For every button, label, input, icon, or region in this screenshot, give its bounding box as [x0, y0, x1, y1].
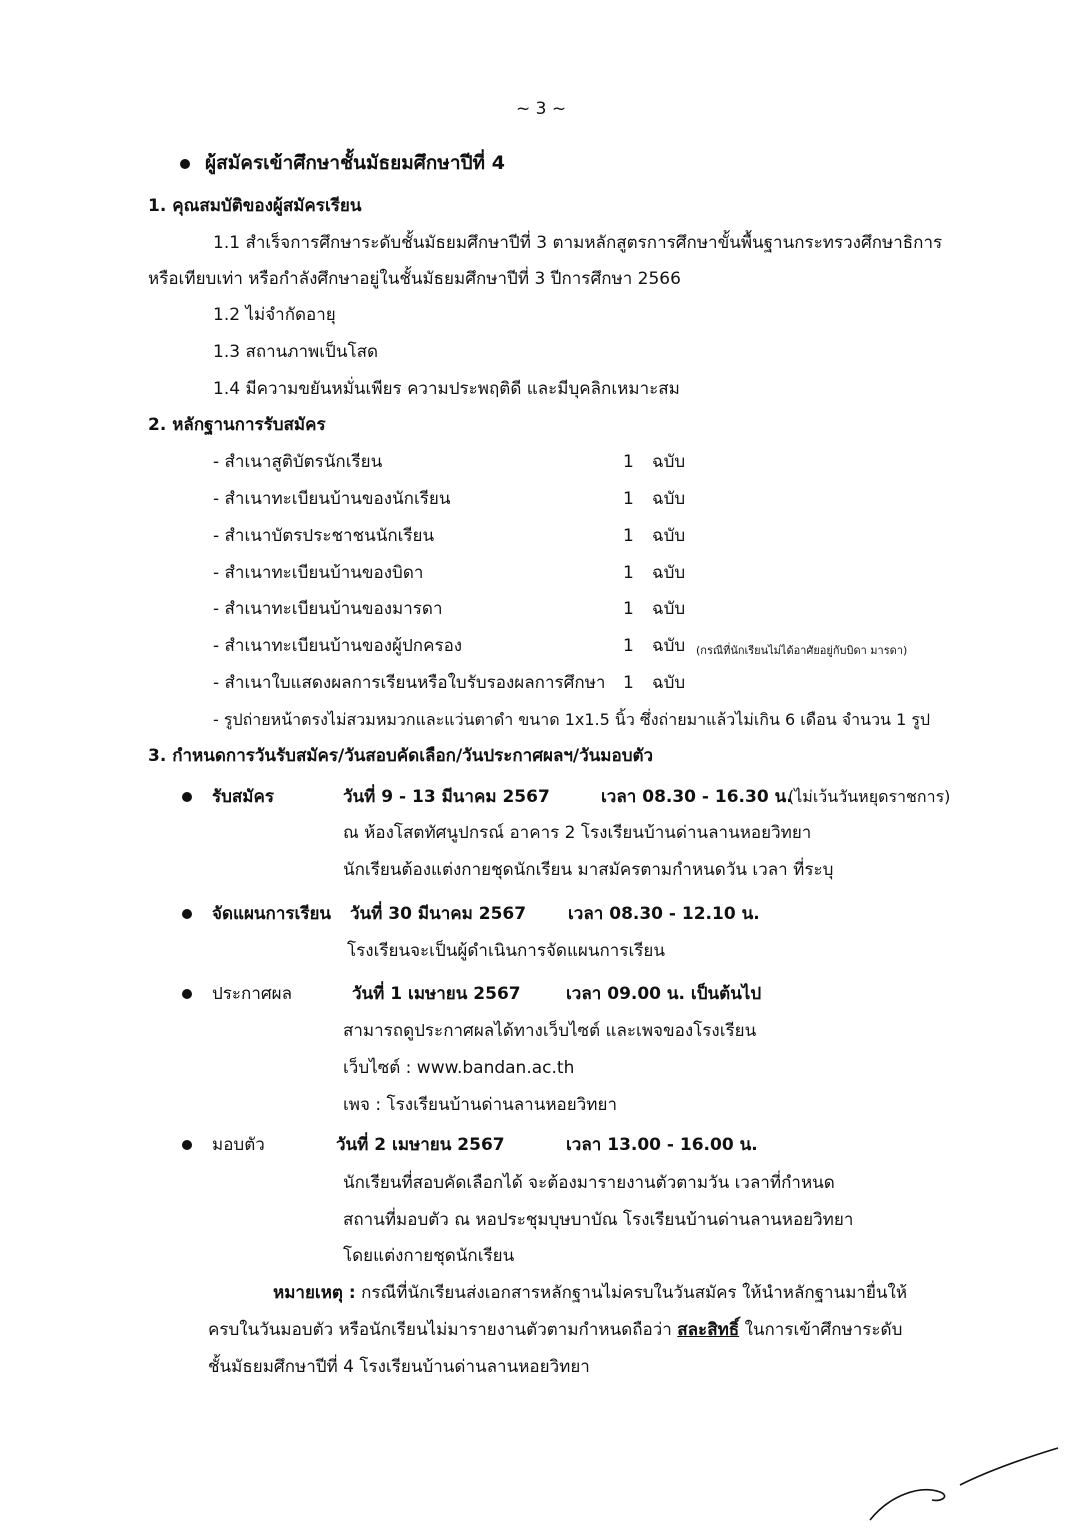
document-qty: 1	[623, 489, 634, 509]
event-detail: สถานที่มอบตัว ณ หอประชุมบุษบาบัณ โรงเรียนบ้านด่านลานหอยวิทยา	[343, 1210, 854, 1230]
event-label: จัดแผนการเรียน	[212, 904, 332, 924]
event-detail: เพจ : โรงเรียนบ้านด่านลานหอยวิทยา	[343, 1095, 617, 1115]
event-label: มอบตัว	[212, 1135, 265, 1155]
document-qty: 1	[623, 673, 634, 693]
section1-item1-line2: หรือเทียบเท่า หรือกำลังศึกษาอยู่ในชั้นมัธยมศึกษาปีที่ 3 ปีการศึกษา 2566	[148, 269, 681, 289]
document-name: - สำเนาบัตรประชาชนนักเรียน	[213, 526, 435, 546]
event-detail: เว็บไซต์ : www.bandan.ac.th	[343, 1058, 575, 1078]
event-time: เวลา 09.00 น. เป็นต้นไป	[566, 984, 762, 1004]
document-unit: ฉบับ	[652, 636, 686, 656]
section1-item3: 1.3 สถานภาพเป็นโสด	[213, 342, 379, 362]
bullet-icon	[182, 1140, 192, 1150]
section2-title: 2. หลักฐานการรับสมัคร	[148, 415, 326, 435]
document-qty: 1	[623, 599, 634, 619]
document-qty: 1	[623, 636, 634, 656]
section1-item4: 1.4 มีความขยันหมั่นเพียร ความประพฤติดี และมีบุคลิกเหมาะสม	[213, 379, 680, 399]
remark-line1	[273, 1282, 907, 1304]
section1-item2: 1.2 ไม่จำกัดอายุ	[213, 305, 336, 325]
remark-line3: ชั้นมัธยมศึกษาปีที่ 4 โรงเรียนบ้านด่านลานหอยวิทยา	[208, 1357, 590, 1377]
event-date: วันที่ 30 มีนาคม 2567	[350, 904, 527, 924]
event-date: วันที่ 2 เมษายน 2567	[336, 1135, 505, 1155]
event-time: เวลา 08.30 - 16.30 น.	[601, 787, 793, 807]
event-detail: ณ ห้องโสตทัศนูปกรณ์ อาคาร 2 โรงเรียนบ้านด่านลานหอยวิทยา	[343, 823, 812, 843]
remark-line2	[208, 1319, 902, 1341]
remark-text: กรณีที่นักเรียนส่งเอกสารหลักฐานไม่ครบในวันสมัคร ให้นำหลักฐานมายื่นให้	[361, 1283, 908, 1303]
document-name: - สำเนาสูติบัตรนักเรียน	[213, 452, 383, 472]
document-unit: ฉบับ	[652, 526, 686, 546]
bullet-icon	[180, 159, 190, 169]
document-name: - สำเนาทะเบียนบ้านของมารดา	[213, 599, 443, 619]
event-time: เวลา 08.30 - 12.10 น.	[568, 904, 760, 924]
bullet-icon	[182, 909, 192, 919]
document-qty: 1	[623, 563, 634, 583]
event-label: รับสมัคร	[212, 787, 275, 807]
document-name: - สำเนาใบแสดงผลการเรียนหรือใบรับรองผลการศึกษา	[213, 673, 606, 693]
event-detail: โรงเรียนจะเป็นผู้ดำเนินการจัดแผนการเรียน	[347, 941, 666, 961]
event-date: วันที่ 9 - 13 มีนาคม 2567	[343, 787, 550, 807]
document-unit: ฉบับ	[652, 599, 686, 619]
document-note: (กรณีที่นักเรียนไม่ได้อาศัยอยู่กับบิดา มารดา)	[696, 644, 908, 657]
event-detail: นักเรียนที่สอบคัดเลือกได้ จะต้องมารายงานตัวตามวัน เวลาที่กำหนด	[343, 1173, 835, 1193]
event-time-note: (ไม่เว้นวันหยุดราชการ)	[788, 787, 951, 806]
document-name: - สำเนาทะเบียนบ้านของผู้ปกครอง	[213, 636, 463, 656]
event-detail: นักเรียนต้องแต่งกายชุดนักเรียน มาสมัครตามกำหนดวัน เวลา ที่ระบุ	[343, 860, 834, 880]
event-label: ประกาศผล	[212, 984, 293, 1004]
section3-title: 3. กำหนดการวันรับสมัคร/วันสอบคัดเลือก/วันประกาศผลฯ/วันมอบตัว	[148, 746, 654, 766]
document-unit: ฉบับ	[652, 673, 686, 693]
bullet-icon	[182, 792, 192, 802]
document-qty: 1	[623, 526, 634, 546]
document-name: - สำเนาทะเบียนบ้านของนักเรียน	[213, 489, 451, 509]
signature-mark	[860, 1440, 1070, 1530]
photo-requirement: - รูปถ่ายหน้าตรงไม่สวมหมวกและแว่นตาดำ ขนาด 1x1.5 นิ้ว ซึ่งถ่ายมาแล้วไม่เกิน 6 เดือน จำนวน 1 รูป	[213, 710, 931, 729]
remark-text: ในการเข้าศึกษาระดับ	[744, 1320, 903, 1340]
document-qty: 1	[623, 452, 634, 472]
document-unit: ฉบับ	[652, 452, 686, 472]
document-unit: ฉบับ	[652, 489, 686, 509]
bullet-icon	[182, 989, 192, 999]
remark-label: หมายเหตุ :	[273, 1283, 356, 1303]
event-date: วันที่ 1 เมษายน 2567	[352, 984, 521, 1004]
page-number: ~ 3 ~	[516, 99, 567, 119]
page-heading: ผู้สมัครเข้าศึกษาชั้นมัธยมศึกษาปีที่ 4	[205, 152, 505, 174]
remark-emphasis: สละสิทธิ์	[677, 1320, 740, 1340]
document-name: - สำเนาทะเบียนบ้านของบิดา	[213, 563, 424, 583]
event-detail: โดยแต่งกายชุดนักเรียน	[343, 1246, 515, 1266]
event-time: เวลา 13.00 - 16.00 น.	[566, 1135, 758, 1155]
event-detail: สามารถดูประกาศผลได้ทางเว็บไซต์ และเพจของโรงเรียน	[343, 1021, 757, 1041]
section1-item1-line1: 1.1 สำเร็จการศึกษาระดับชั้นมัธยมศึกษาปีที่ 3 ตามหลักสูตรการศึกษาขั้นพื้นฐานกระทรวงศึกษาธิการ	[213, 233, 943, 253]
section1-title: 1. คุณสมบัติของผู้สมัครเรียน	[148, 196, 362, 216]
remark-text: ครบในวันมอบตัว หรือนักเรียนไม่มารายงานตัวตามกำหนดถือว่า	[208, 1320, 672, 1340]
document-unit: ฉบับ	[652, 563, 686, 583]
